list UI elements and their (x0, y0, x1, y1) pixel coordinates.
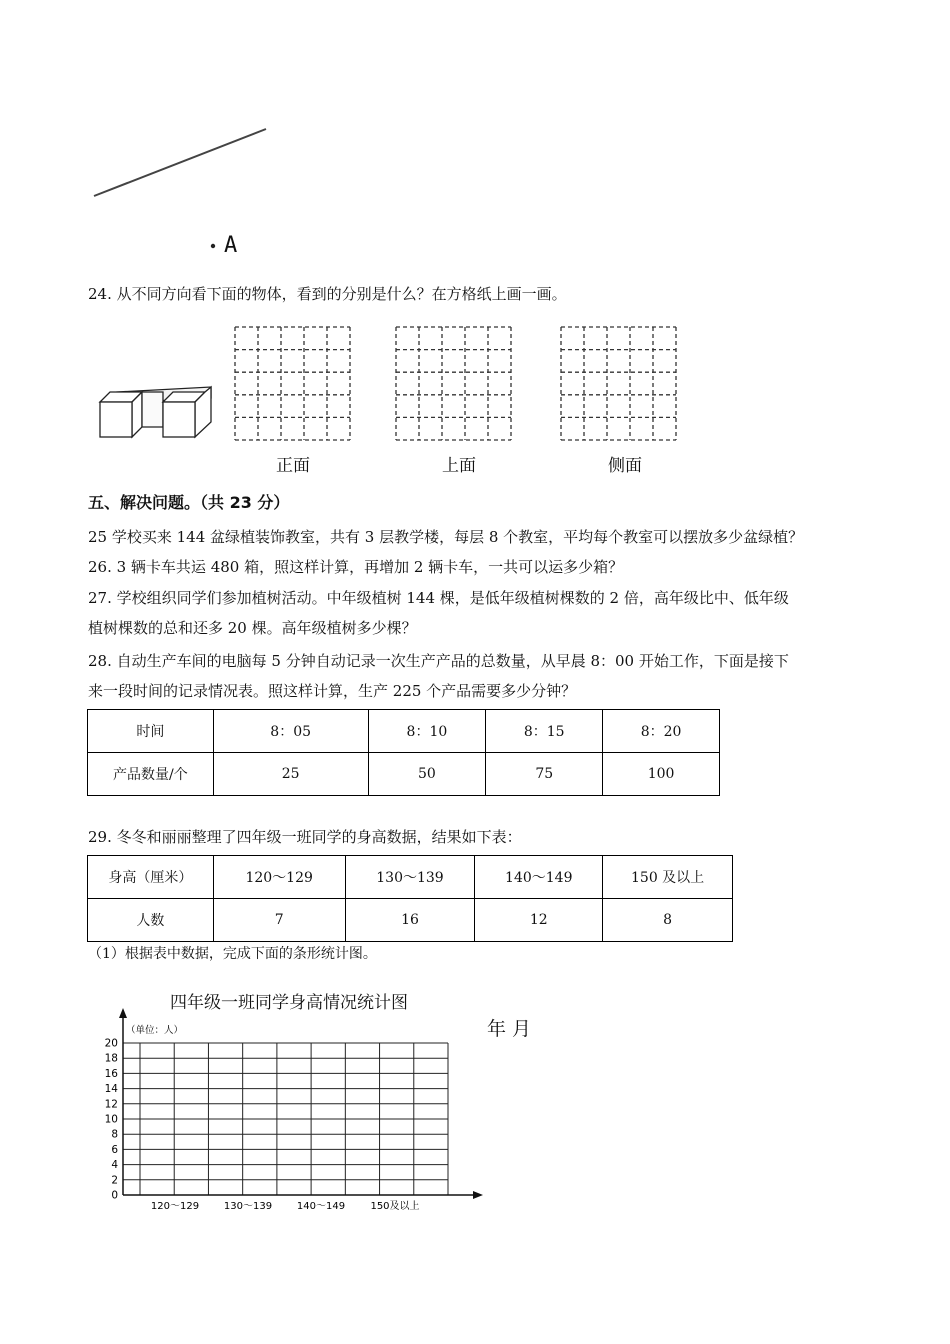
question-29-part-1: （1）根据表中数据，完成下面的条形统计图。 (88, 946, 377, 962)
table-cell: 8 (603, 899, 733, 942)
table-cell: 140～149 (475, 856, 603, 899)
table-cell: 16 (345, 899, 475, 942)
table-row (88, 753, 720, 796)
y-tick-label: 16 (104, 1067, 118, 1080)
x-tick-label: 120～129 (150, 1201, 200, 1212)
table-cell: 150 及以上 (603, 856, 733, 899)
view-label-top: 上面 (442, 456, 476, 476)
y-tick-label: 18 (104, 1052, 118, 1065)
question-24: 24. 从不同方向看下面的物体，看到的分别是什么？在方格纸上画一画。 (88, 285, 567, 303)
table-row (88, 710, 720, 753)
x-tick-label: 130～139 (223, 1201, 273, 1212)
table-cell: 50 (368, 753, 486, 796)
y-tick-label: 12 (104, 1098, 118, 1111)
table-cell: 25 (213, 753, 368, 796)
table-cell: 12 (475, 899, 603, 942)
table-cell: 8：10 (368, 710, 486, 753)
y-tick-label: 14 (104, 1083, 118, 1096)
question-28-line1: 28. 自动生产车间的电脑每 5 分钟自动记录一次生产产品的总数量，从早晨 8：00 开始工作，下面是接下 (88, 652, 789, 670)
grid-paper-side[interactable] (559, 325, 679, 441)
table-cell: 8：15 (486, 710, 603, 753)
y-unit-label: （单位：人） (126, 1025, 184, 1036)
chart-title: 四年级一班同学身高情况统计图 (170, 993, 408, 1013)
production-table (87, 709, 720, 796)
straight-line (94, 129, 266, 196)
table-cell: 身高（厘米） (88, 856, 214, 899)
y-tick-label: 2 (111, 1174, 118, 1187)
question-26: 26. 3 辆卡车共运 480 箱，照这样计算，再增加 2 辆卡车，一共可以运多少箱？ (88, 558, 624, 576)
y-tick-label: 0 (111, 1189, 118, 1202)
y-tick-label: 10 (104, 1113, 118, 1126)
x-tick-label: 140～149 (296, 1201, 346, 1212)
view-label-side: 侧面 (608, 456, 642, 476)
question-27-line2: 植树棵数的总和还多 20 棵。高年级植树多少棵？ (88, 619, 417, 637)
question-29: 29. 冬冬和丽丽整理了四年级一班同学的身高数据，结果如下表： (88, 828, 522, 846)
table-cell: 7 (213, 899, 345, 942)
view-label-front: 正面 (276, 456, 310, 476)
cube-object (95, 382, 220, 442)
table-cell: 130～139 (345, 856, 475, 899)
y-tick-label: 8 (111, 1128, 118, 1141)
x-axis-arrow (473, 1191, 483, 1199)
table-cell: 8：05 (213, 710, 368, 753)
question-25: 25 学校买来 144 盆绿植装饰教室，共有 3 层教学楼，每层 8 个教室，平均每个教室可以摆放多少盆绿植？ (88, 528, 804, 546)
grid-paper-top[interactable] (394, 325, 514, 441)
question-27-line1: 27. 学校组织同学们参加植树活动。中年级植树 144 棵，是低年级植树棵数的 2 倍，高年级比中、低年级 (88, 589, 789, 607)
question-28-line2: 来一段时间的记录情况表。照这样计算，生产 225 个产品需要多少分钟？ (88, 682, 577, 700)
table-cell: 100 (603, 753, 720, 796)
geometry-figure (80, 120, 300, 260)
table-cell: 75 (486, 753, 603, 796)
table-cell: 人数 (88, 899, 214, 942)
y-tick-label: 4 (111, 1159, 118, 1172)
date-label: 年 月 (487, 1018, 532, 1040)
point-a-label: A (224, 233, 238, 258)
y-tick-label: 20 (104, 1037, 118, 1050)
table-row (88, 899, 733, 942)
x-tick-label: 150及以上 (370, 1201, 420, 1212)
table-cell: 产品数量/个 (88, 753, 214, 796)
table-cell: 时间 (88, 710, 214, 753)
section-title: 五、解决问题。（共 23 分） (88, 493, 290, 512)
grid-paper-front[interactable] (233, 325, 353, 441)
table-cell: 8：20 (603, 710, 720, 753)
table-row (88, 856, 733, 899)
bar-chart[interactable] (95, 1005, 490, 1215)
point-a-dot (211, 244, 215, 248)
table-cell: 120～129 (213, 856, 345, 899)
height-table (87, 855, 733, 942)
y-tick-label: 6 (111, 1143, 118, 1156)
y-axis-arrow (119, 1008, 127, 1018)
